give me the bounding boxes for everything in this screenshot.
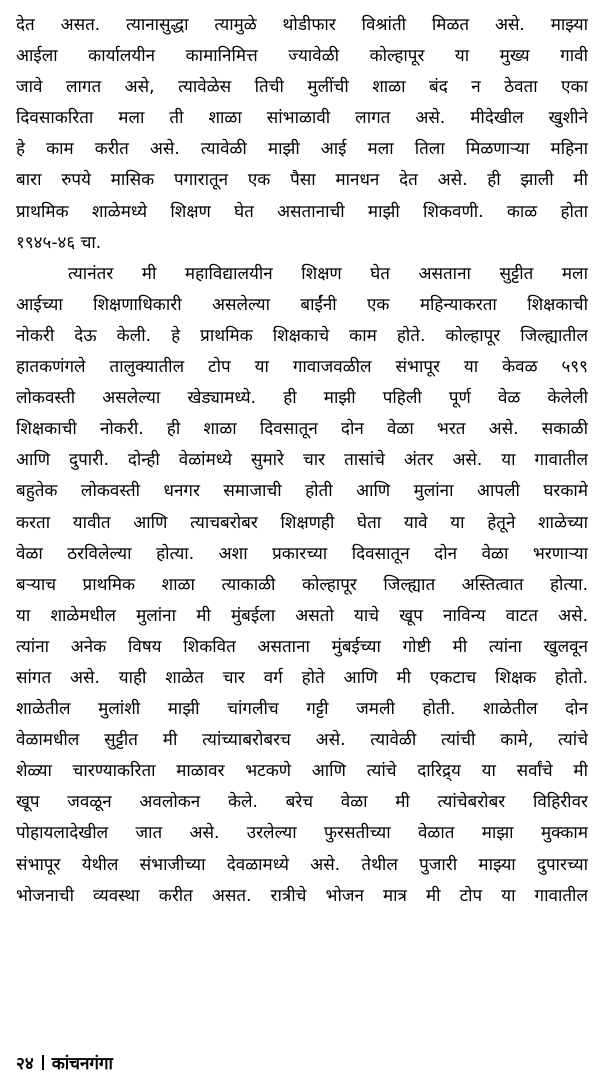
text-line: बारा रुपये मासिक पगारातून एक पैसा मानधन देत असे. ही झाली मी [16, 170, 588, 191]
text-line: नोकरी देऊ केली. हे प्राथमिक शिक्षकाचे काम होते. कोल्हापूर जिल्ह्यातील [16, 325, 588, 346]
text-line: पोहायलादेखील जात असे. उरलेल्या फुरसतीच्या वेळात माझा मुक्काम [16, 823, 588, 844]
text-line: संभापूर येथील संभाजीच्या देवळामध्ये असे. तेथील पुजारी माझ्या दुपारच्या [16, 854, 588, 875]
text-line: देत असत. त्यानासुद्धा त्यामुळे थोडीफार विश्रांती मिळत असे. माझ्या [16, 15, 588, 35]
text-line: हे काम करीत असे. त्यावेळी माझी आई मला तिला मिळणाऱ्या महिना [16, 139, 588, 160]
text-line: शेळ्या चारण्याकरिता माळावर भटकणे आणि त्यांचे दारिद्र्य या सर्वांचे मी [16, 761, 588, 782]
paragraph-2 [16, 259, 588, 912]
body-text [16, 10, 588, 912]
text-line: त्यानंतर मी महाविद्यालयीन शिक्षण घेत असताना सुट्टीत मला [68, 263, 588, 284]
text-line: बहुतेक लोकवस्ती धनगर समाजाची होती आणि मुलांना आपली घरकामे [16, 481, 588, 502]
book-title: कांचनगंगा [51, 1054, 113, 1074]
text-line: त्यांना अनेक विषय शिकवित असताना मुंबईच्या गोष्टी मी त्यांना खुलवून [16, 636, 588, 657]
text-line: १९४५-४६ चा. [16, 232, 102, 253]
text-line: आईच्या शिक्षणाधिकारी असलेल्या बाईंनी एक महिन्याकरता शिक्षकाची [16, 294, 588, 315]
text-line: प्राथमिक शाळेमध्ये शिक्षण घेत असतानाची माझी शिकवणी. काळ होता [16, 201, 588, 222]
text-line: हातकणंगले तालुक्यातील टोप या गावाजवळील संभापूर या केवळ ५९९ [16, 357, 588, 378]
text-line: शाळेतील मुलांशी माझी चांगलीच गट्टी जमली होती. शाळेतील दोन [16, 699, 588, 720]
text-line: वेळा ठरविलेल्या होत्या. अशा प्रकारच्या दिवसातून दोन वेळा भरणाऱ्या [16, 543, 588, 564]
text-line: सांगत असे. याही शाळेत चार वर्ग होते आणि मी एकटाच शिक्षक होतो. [16, 667, 588, 688]
page-footer [16, 1052, 113, 1076]
text-line: दिवसाकरिता मला ती शाळा सांभाळावी लागत असे. मीदेखील खुशीने [16, 108, 588, 129]
text-line: आणि दुपारी. दोन्ही वेळांमध्ये सुमारे चार तासांचे अंतर असे. या गावातील [16, 450, 588, 471]
text-line: बऱ्याच प्राथमिक शाळा त्याकाळी कोल्हापूर जिल्ह्यात अस्तित्वात होत्या. [16, 574, 588, 595]
text-line: करता यावीत आणि त्याचबरोबर शिक्षणही घेता यावे या हेतूने शाळेच्या [16, 512, 588, 533]
text-line: शिक्षकाची नोकरी. ही शाळा दिवसातून दोन वेळा भरत असे. सकाळी [16, 419, 588, 440]
text-line: आईला कार्यालयीन कामानिमित्त ज्यावेळी कोल्हापूर या मुख्य गावी [16, 46, 588, 67]
page-number: २४ [16, 1054, 34, 1074]
text-line: लोकवस्ती असलेल्या खेड्यामध्ये. ही माझी पहिली पूर्ण वेळ केलेली [16, 388, 588, 409]
paragraph-1 [16, 10, 588, 259]
text-line: वेळामधील सुट्टीत मी त्यांच्याबरोबरच असे. त्यावेळी त्यांची कामे, त्यांचे [16, 730, 588, 751]
text-line: जावे लागत असे, त्यावेळेस तिची मुलींची शाळा बंद न ठेवता एका [16, 77, 588, 98]
text-line: खूप जवळून अवलोकन केले. बरेच वेळा मी त्यांचेबरोबर विहिरीवर [16, 792, 588, 813]
text-line: या शाळेमधील मुलांना मी मुंबईला असतो याचे खूप नाविन्य वाटत असे. [16, 605, 588, 626]
footer-divider [42, 1055, 44, 1070]
text-line: भोजनाची व्यवस्था करीत असत. रात्रीचे भोजन मात्र मी टोप या गावातील [16, 885, 588, 906]
